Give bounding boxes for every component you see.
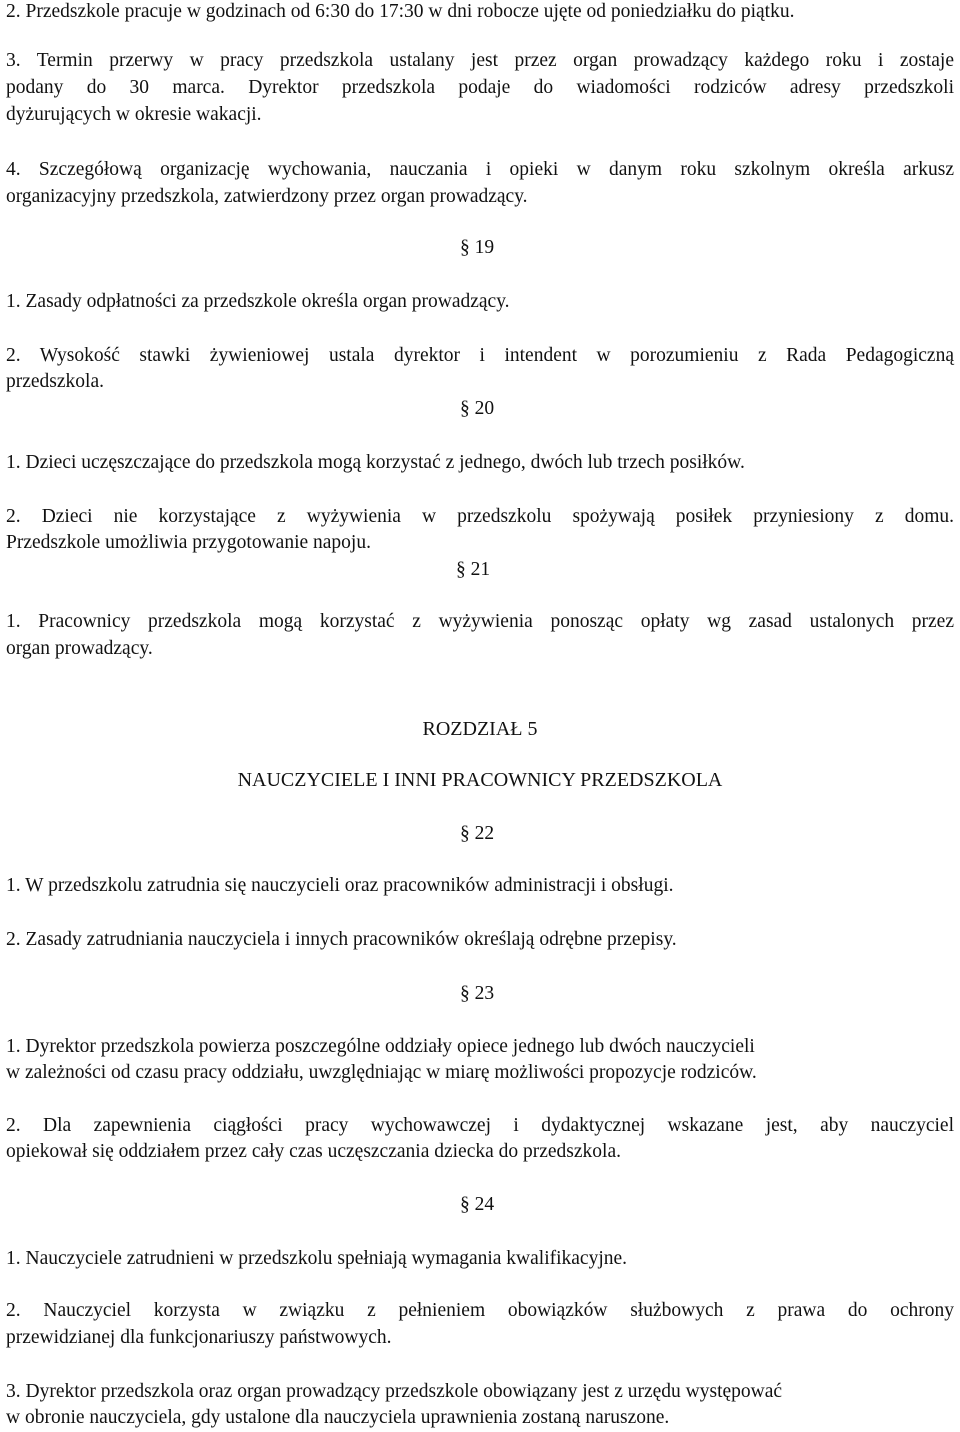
chapter-title: ROZDZIAŁ 5 [422, 718, 538, 740]
paragraph-line: 1. Pracownicy przedszkola mogą korzystać z wyżywienia ponosząc opłaty wg zasad ustalonych przez [6, 611, 954, 632]
paragraph-line: podany do 30 marca. Dyrektor przedszkola podaje do wiadomości rodziców adresy przedszkoli [6, 77, 954, 98]
paragraph-line: 1. Zasady odpłatności za przedszkole określa organ prowadzący. [6, 291, 510, 312]
section-number: § 24 [460, 1194, 495, 1215]
paragraph-line: organizacyjny przedszkola, zatwierdzony przez organ prowadzący. [6, 186, 528, 207]
paragraph-line: Przedszkole umożliwia przygotowanie napoju. [6, 532, 371, 553]
paragraph-line: przedszkola. [6, 371, 104, 392]
paragraph-line: w obronie nauczyciela, gdy ustalone dla nauczyciela uprawnienia zostaną naruszone. [6, 1407, 670, 1428]
paragraph-line: 1. W przedszkolu zatrudnia się nauczycieli oraz pracowników administracji i obsługi. [6, 875, 674, 896]
paragraph-line: 2. Dzieci nie korzystające z wyżywienia w przedszkolu spożywają posiłek przyniesiony z domu. [6, 506, 954, 527]
paragraph-line: 1. Dzieci uczęszczające do przedszkola mogą korzystać z jednego, dwóch lub trzech posiłków. [6, 452, 745, 473]
paragraph-line: 1. Nauczyciele zatrudnieni w przedszkolu spełniają wymagania kwalifikacyjne. [6, 1248, 628, 1269]
paragraph-line: przewidzianej dla funkcjonariuszy państwowych. [6, 1327, 392, 1348]
paragraph-line: 4. Szczegółową organizację wychowania, nauczania i opieki w danym roku szkolnym określa arkusz [6, 159, 954, 180]
chapter-subtitle: NAUCZYCIELE I INNI PRACOWNICY PRZEDSZKOLA [237, 769, 723, 791]
paragraph-line: 2. Wysokość stawki żywieniowej ustala dyrektor i intendent w porozumieniu z Rada Pedagogiczną [6, 345, 954, 366]
paragraph-line: 2. Zasady zatrudniania nauczyciela i innych pracowników określają odrębne przepisy. [6, 929, 677, 950]
paragraph-line: 2. Przedszkole pracuje w godzinach od 6:30 do 17:30 w dni robocze ujęte od poniedziałku do piątku. [6, 1, 795, 22]
section-number: § 21 [456, 559, 491, 580]
section-number: § 22 [460, 823, 495, 844]
paragraph-line: w zależności od czasu pracy oddziału, uwzględniając w miarę możliwości propozycje rodziców. [6, 1062, 757, 1083]
paragraph-line: opiekował się oddziałem przez cały czas uczęszczania dziecka do przedszkola. [6, 1141, 622, 1162]
paragraph-line: organ prowadzący. [6, 638, 153, 659]
paragraph-line: 2. Nauczyciel korzysta w związku z pełnieniem obowiązków służbowych z prawa do ochrony [6, 1300, 954, 1321]
paragraph-line: 3. Dyrektor przedszkola oraz organ prowadzący przedszkole obowiązany jest z urzędu występować [6, 1381, 783, 1402]
paragraph-line: 2. Dla zapewnienia ciągłości pracy wychowawczej i dydaktycznej wskazane jest, aby nauczyciel [6, 1115, 954, 1136]
section-number: § 20 [460, 398, 495, 419]
paragraph-line: 3. Termin przerwy w pracy przedszkola ustalany jest przez organ prowadzący każdego roku i zostaje [6, 50, 954, 71]
section-number: § 19 [460, 237, 495, 258]
paragraph-line: dyżurujących w okresie wakacji. [6, 104, 262, 125]
section-number: § 23 [460, 983, 495, 1004]
paragraph-line: 1. Dyrektor przedszkola powierza poszczególne oddziały opiece jednego lub dwóch nauczycieli [6, 1036, 755, 1057]
